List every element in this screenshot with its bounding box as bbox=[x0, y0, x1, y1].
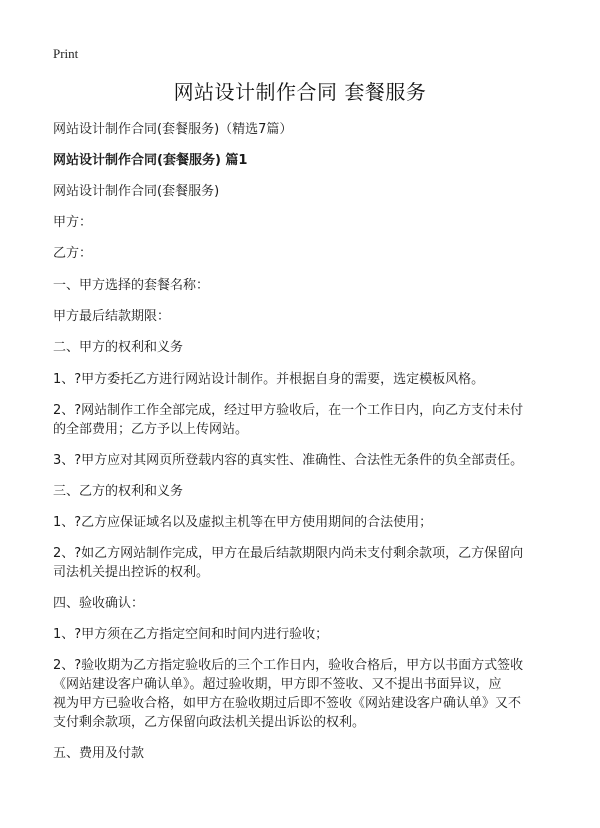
print-label[interactable]: Print bbox=[53, 46, 79, 61]
clause-3-heading: 三、乙方的权利和义务 bbox=[53, 484, 184, 499]
party-b-label: 乙方： bbox=[53, 246, 93, 261]
clause-2-heading: 二、甲方的权利和义务 bbox=[53, 340, 184, 355]
clause-2-item-2-line: 2、?网站制作工作全部完成，经过甲方验收后，在一个工作日内，向乙方支付未付 bbox=[53, 403, 524, 418]
clause-4-item-2 bbox=[53, 656, 553, 732]
clause-3-item-2-line: 2、?如乙方网站制作完成，甲方在最后结款期限内尚未支付剩余款项，乙方保留向 bbox=[53, 546, 524, 561]
clause-2-item-2-line: 的全部费用；乙方予以上传网站。 bbox=[53, 422, 249, 437]
clause-4-item-1: 1、?甲方须在乙方指定空间和时间内进行验收； bbox=[53, 627, 329, 642]
clause-4-item-2-line: 视为甲方已验收合格，如甲方在验收期过后即不签收《网站建设客户确认单》又不 bbox=[53, 696, 522, 711]
clause-2-item-2 bbox=[53, 401, 553, 439]
clause-2-item-3: 3、?甲方应对其网页所登载内容的真实性、准确性、合法性无条件的负全部责任。 bbox=[53, 453, 524, 468]
document-title: 网站设计制作合同 套餐服务 bbox=[173, 80, 427, 104]
clause-1-heading: 一、甲方选择的套餐名称： bbox=[53, 278, 210, 293]
clause-2-item-1: 1、?甲方委托乙方进行网站设计制作。并根据自身的需要，选定模板风格。 bbox=[53, 372, 485, 387]
clause-5-heading: 五、费用及付款 bbox=[53, 746, 145, 761]
payment-deadline: 甲方最后结款期限： bbox=[53, 309, 171, 324]
clause-3-item-2-line: 司法机关提出控诉的权利。 bbox=[53, 565, 210, 580]
clause-4-item-2-line: 《网站建设客户确认单》。超过验收期，甲方即不签收、又不提出书面异议，应 bbox=[53, 677, 502, 692]
clause-3-item-1: 1、?乙方应保证域名以及虚拟主机等在甲方使用期间的合法使用； bbox=[53, 515, 433, 530]
party-a-label: 甲方： bbox=[53, 215, 93, 230]
clause-4-item-2-line: 2、?验收期为乙方指定验收后的三个工作日内，验收合格后，甲方以书面方式签收 bbox=[53, 658, 524, 673]
clause-3-item-2 bbox=[53, 544, 553, 582]
document-subtitle: 网站设计制作合同(套餐服务)（精选7篇） bbox=[53, 122, 293, 137]
clause-4-heading: 四、验收确认： bbox=[53, 596, 145, 611]
clause-4-item-2-line: 支付剩余款项，乙方保留向政法机关提出诉讼的权利。 bbox=[53, 715, 366, 730]
contract-name: 网站设计制作合同(套餐服务) bbox=[53, 184, 220, 199]
section-heading: 网站设计制作合同(套餐服务) 篇1 bbox=[53, 153, 248, 168]
